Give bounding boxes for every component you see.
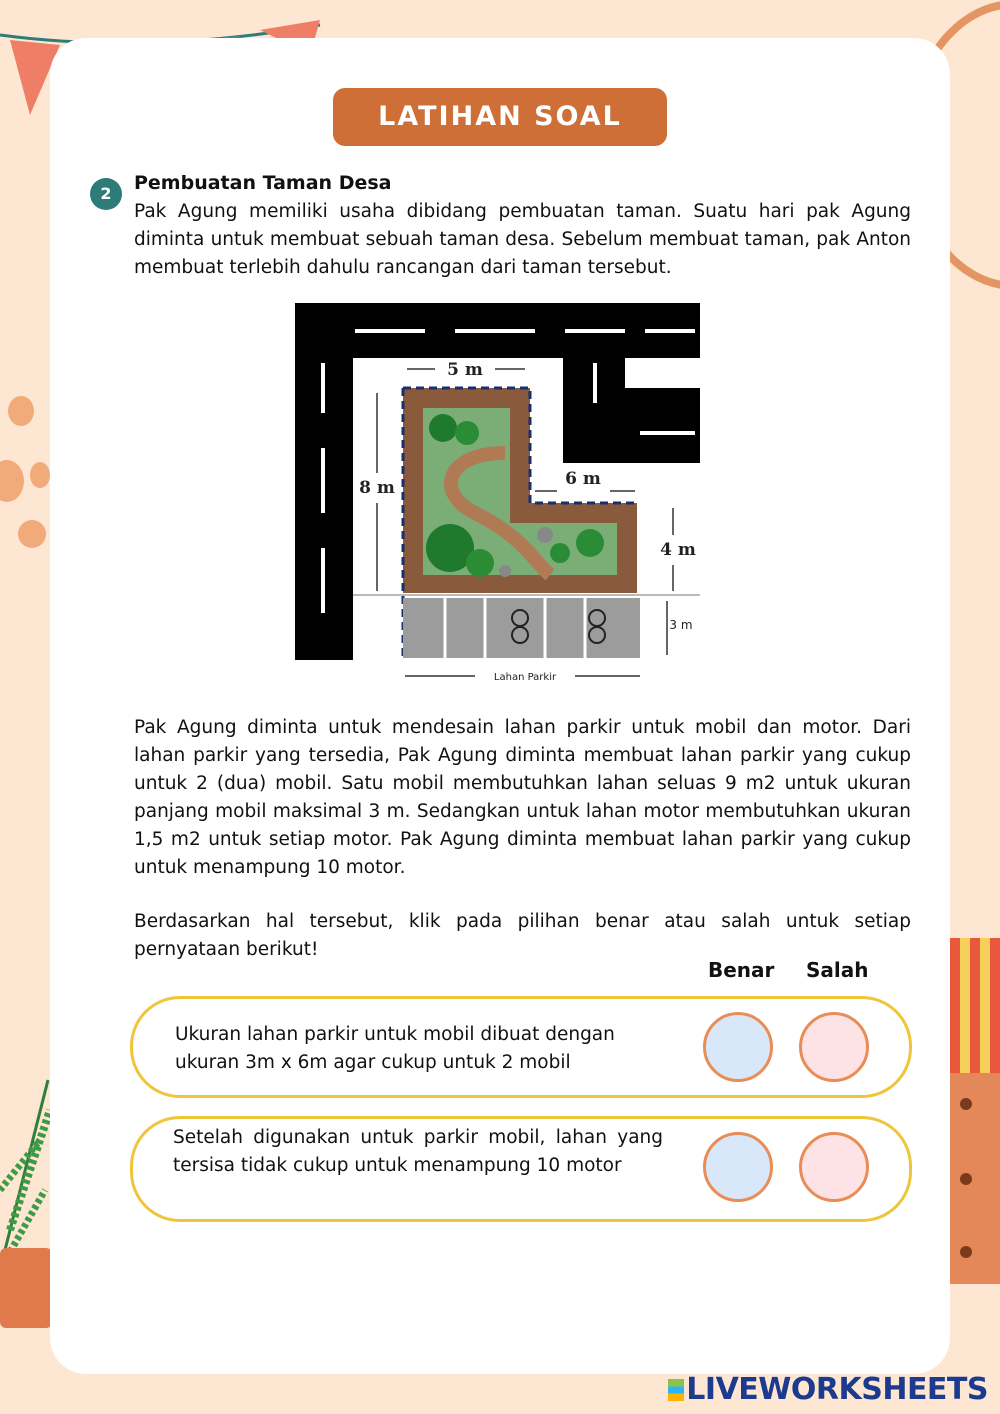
dim-right-label: 4 m <box>660 540 696 560</box>
park-layout-diagram <box>295 303 705 688</box>
liveworksheets-logo-text: LIVEWORKSHEETS <box>686 1372 988 1407</box>
statement-text-1: Ukuran lahan parkir untuk mobil dibuat dengan ukuran 3m x 6m agar cukup untuk 2 mobil <box>175 1024 615 1073</box>
statement-2-benar-option[interactable] <box>703 1132 773 1202</box>
statement-text-2: Setelah digunakan untuk parkir mobil, lahan yang tersisa tidak cukup untuk menampung 10 motor <box>173 1127 663 1176</box>
question-instruction: Berdasarkan hal tersebut, klik pada pilihan benar atau salah untuk setiap pernyataan berikut! <box>134 911 911 960</box>
salah-column-label: Salah <box>806 958 869 982</box>
statement-1-salah-option[interactable] <box>799 1012 869 1082</box>
liveworksheets-logo[interactable] <box>668 1372 988 1407</box>
statement-1-benar-option[interactable] <box>703 1012 773 1082</box>
decor-stall <box>950 938 1000 1284</box>
parking-area-label: Lahan Parkir <box>493 672 557 683</box>
dim-parking-label: 3 m <box>669 618 693 632</box>
dim-left-label: 8 m <box>359 478 395 498</box>
decor-blob-left-1 <box>8 396 34 426</box>
statement-row-1 <box>130 996 912 1098</box>
liveworksheets-logo-icon <box>668 1379 684 1401</box>
statement-2-salah-option[interactable] <box>799 1132 869 1202</box>
decor-blob-left-2 <box>0 460 24 502</box>
question-body: Pak Agung diminta untuk mendesain lahan parkir untuk mobil dan motor. Dari lahan parkir yang tersedia, Pak Agung diminta membuat lahan parkir yang cukup untuk 2 (dua) mobil. Satu mobil membutuhkan lahan seluas 9 m2 untuk ukuran panjang mobil maksimal 3 m. Sedangkan untuk lahan motor membutuhkan ukuran 1,5 m2 untuk setiap motor. Pak Agung diminta membuat lahan parkir yang cukup untuk menampung 10 motor. <box>134 717 911 878</box>
dim-inner-label: 6 m <box>565 469 601 489</box>
statement-row-2 <box>130 1116 912 1222</box>
page-title: LATIHAN SOAL HOTS <box>333 88 667 146</box>
decor-blob-left-4 <box>18 520 46 548</box>
dim-top-label: 5 m <box>447 360 483 380</box>
question-title: Pembuatan Taman Desa <box>134 172 392 194</box>
benar-column-label: Benar <box>708 958 775 982</box>
decor-blob-left-3 <box>30 462 50 488</box>
question-intro: Pak Agung memiliki usaha dibidang pembuatan taman. Suatu hari pak Agung diminta untuk membuat sebuah taman desa. Sebelum membuat taman, pak Anton membuat terlebih dahulu rancangan dari taman tersebut. <box>134 201 911 278</box>
question-number-badge: 2 <box>90 178 122 210</box>
